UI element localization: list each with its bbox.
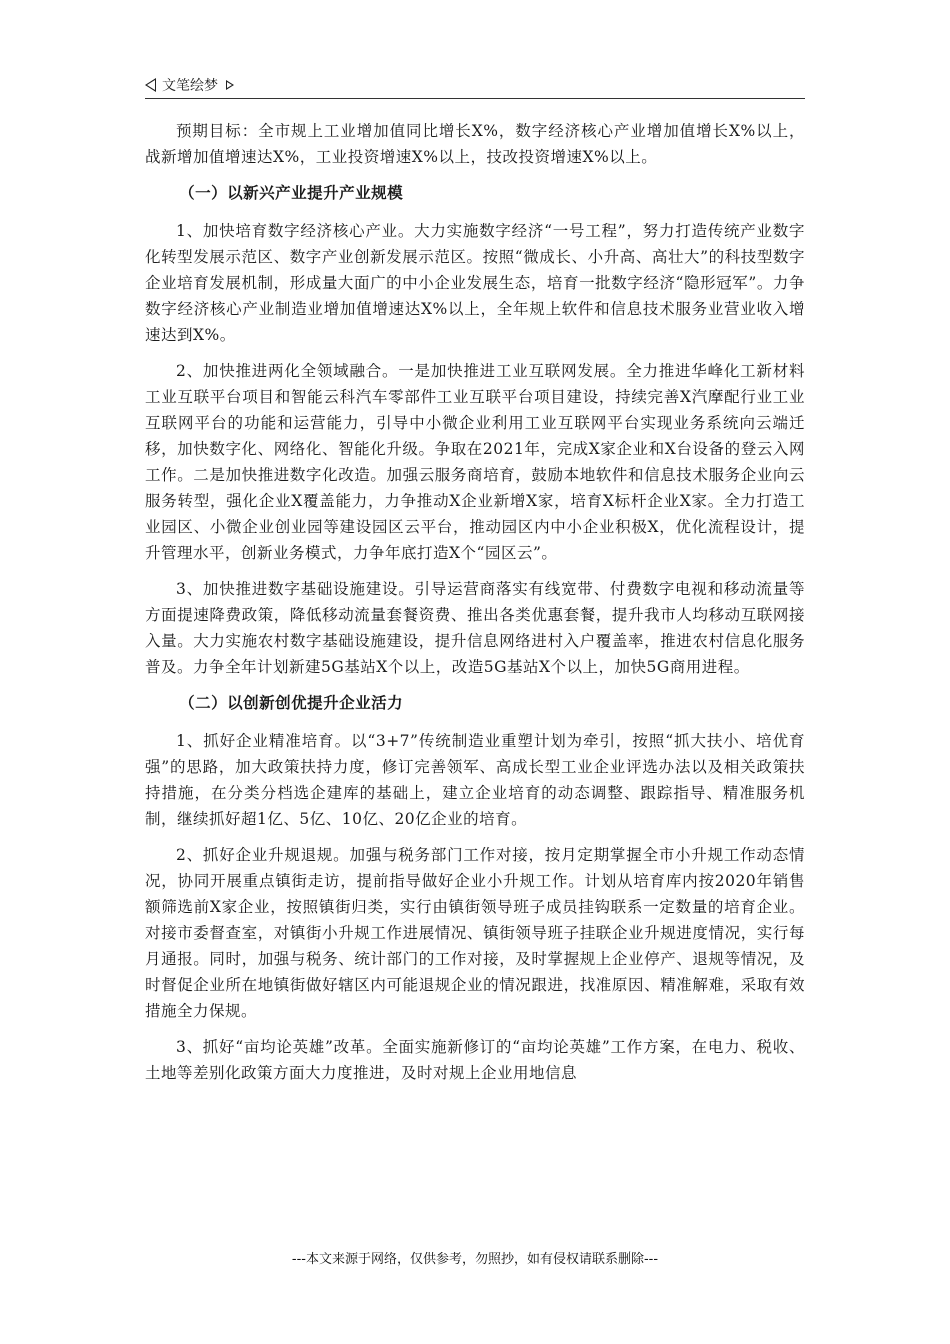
triangle-left-icon: [145, 78, 156, 92]
page-header: [145, 74, 805, 96]
paragraph-2-1: 1、抓好企业精准培育。以“3+7”传统制造业重塑计划为牵引，按照“抓大扶小、培优育强”的思路，加大政策扶持力度，修订完善领军、高成长型工业企业评选办法以及相关政策扶持措施，在分类分档选企建库的基础上，建立企业培育的动态调整、跟踪指导、精准服务机制，继续抓好超1亿、5亿、10亿、20亿企业的培育。: [145, 732, 805, 828]
section-heading-1: （一）以新兴产业提升产业规模: [179, 183, 404, 202]
paragraph-1-3: 3、加快推进数字基础设施建设。引导运营商落实有线宽带、付费数字电视和移动流量等方面提速降费政策，降低移动流量套餐资费、推出各类优惠套餐，提升我市人均移动互联网接入量。大力实施农村数字基础设施建设，提升信息网络进村入户覆盖率，推进农村信息化服务普及。力争全年计划新建5G基站X个以上，改造5G基站X个以上，加快5G商用进程。: [145, 580, 805, 676]
header-divider: [145, 98, 805, 99]
triangle-right-icon: [226, 80, 234, 90]
document-body: [145, 118, 805, 1096]
section-heading-2: （二）以创新创优提升企业活力: [179, 693, 404, 712]
paragraph-1-1: 1、加快培育数字经济核心产业。大力实施数字经济“一号工程”，努力打造传统产业数字化转型发展示范区、数字产业创新发展示范区。按照“微成长、小升高、高壮大”的科技型数字企业培育发展机制，形成量大面广的中小企业发展生态，培育一批数字经济“隐形冠军”。力争数字经济核心产业制造业增加值增速达X%以上，全年规上软件和信息技术服务业营业收入增速达到X%。: [145, 222, 805, 344]
paragraph-2-2: 2、抓好企业升规退规。加强与税务部门工作对接，按月定期掌握全市小升规工作动态情况，协同开展重点镇街走访，提前指导做好企业小升规工作。计划从培育库内按2020年销售额筛选前X家企业，按照镇街归类，实行由镇街领导班子成员挂钩联系一定数量的培育企业。对接市委督查室，对镇街小升规工作进展情况、镇街领导班子挂联企业升规进度情况，实行每月通报。同时，加强与税务、统计部门的工作对接，及时掌握规上企业停产、退规等情况，及时督促企业所在地镇街做好辖区内可能退规企业的情况跟进，找准原因、精准解难，采取有效措施全力保规。: [145, 846, 805, 1020]
paragraph-1-2: 2、加快推进两化全领域融合。一是加快推进工业互联网发展。全力推进华峰化工新材料工业互联平台项目和智能云科汽车零部件工业互联平台项目建设，持续完善X汽摩配行业工业互联网平台的功能和运营能力，引导中小微企业利用工业互联网平台实现业务系统向云端迁移，加快数字化、网络化、智能化升级。争取在2021年，完成X家企业和X台设备的登云入网工作。二是加快推进数字化改造。加强云服务商培育，鼓励本地软件和信息技术服务企业向云服务转型，强化企业X覆盖能力，力争推动X企业新增X家，培育X标杆企业X家。全力打造工业园区、小微企业创业园等建设园区云平台，推动园区内中小企业积极X，优化流程设计，提升管理水平，创新业务模式，力争年底打造X个“园区云”。: [145, 362, 805, 562]
header-brand: 文笔绘梦: [162, 78, 218, 94]
paragraph-goals: 预期目标：全市规上工业增加值同比增长X%，数字经济核心产业增加值增长X%以上，战新增加值增速达X%，工业投资增速X%以上，技改投资增速X%以上。: [145, 122, 805, 166]
paragraph-2-3: 3、抓好“亩均论英雄”改革。全面实施新修订的“亩均论英雄”工作方案，在电力、税收、土地等差别化政策方面大力度推进，及时对规上企业用地信息: [145, 1038, 805, 1082]
footer-notice: ---本文来源于网络，仅供参考，勿照抄，如有侵权请联系删除---: [291, 1252, 659, 1267]
